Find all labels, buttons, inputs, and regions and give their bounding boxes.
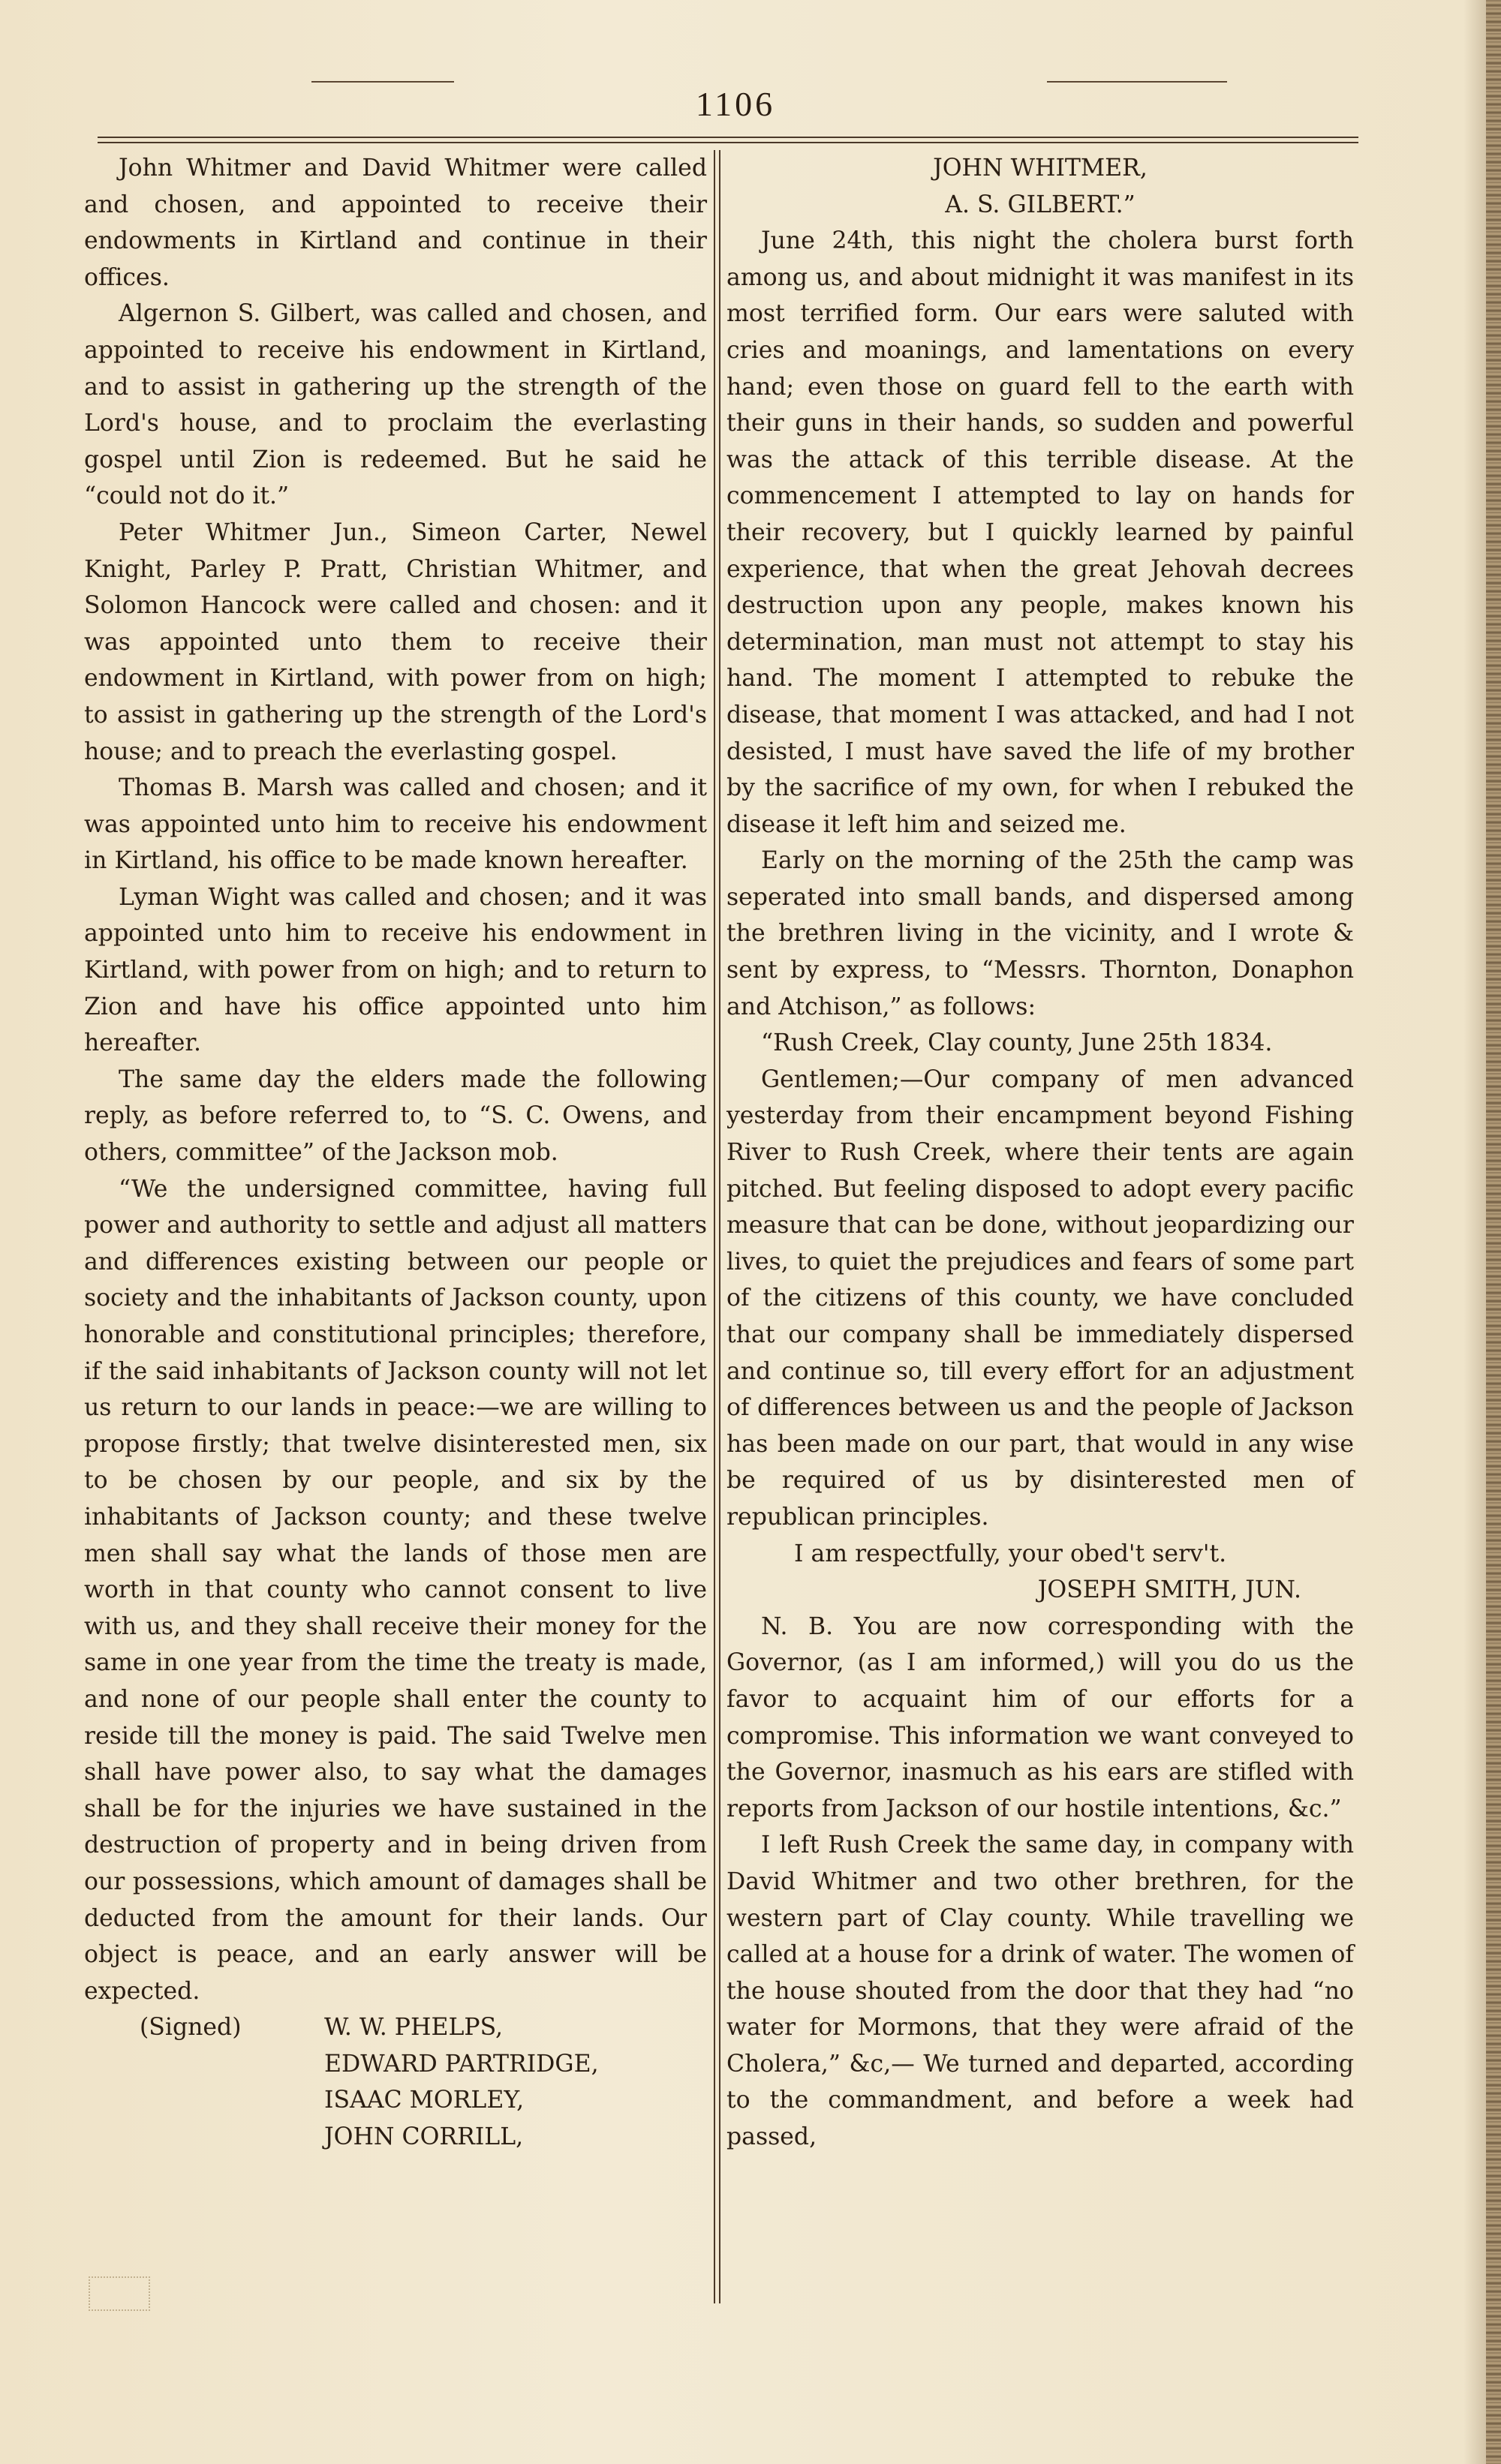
paragraph: Peter Whitmer Jun., Simeon Carter, Newel Knight, Parley P. Pratt, Christian Whitmer, and Solomon Hancock were called and chosen: and it was appointed unto them to receive their endowment in Kirtland, with power from on high; to assist in gathering up the strength of the Lord's house; and to preach the everlasting gospel. — [84, 518, 707, 765]
paragraph: Lyman Wight was called and chosen; and it was appointed unto him to receive his endowment in Kirtland, with power from on high; and to return to Zion and have his office appointed unto him hereafter. — [84, 883, 707, 1057]
paragraph: N. B. You are now corresponding with the Governor, (as I am informed,) will you do us the favor to acquaint him of our efforts for a compromise. This information we want conveyed to the Governor, inasmuch as his ears are stifled with reports from Jackson of our hostile intentions, &c.” — [726, 1612, 1354, 1822]
left-column — [84, 150, 707, 2156]
signer-name: ISAAC MORLEY, — [324, 2087, 525, 2114]
header-rule-left — [311, 81, 454, 83]
signer-name: A. S. GILBERT.” — [945, 191, 1136, 218]
paragraph: Thomas B. Marsh was called and chosen; and it was appointed unto him to receive his endowment in Kirtland, his office to be made known hereafter. — [84, 774, 707, 875]
library-stamp — [89, 2276, 150, 2311]
paragraph: Early on the morning of the 25th the camp was seperated into small bands, and dispersed among the brethren living in the vicinity, and I wrote & sent by express, to “Messrs. Thornton, Donaphon and Atchison,” as follows: — [726, 847, 1354, 1020]
book-edge — [1486, 0, 1501, 2464]
letter-dateline: “Rush Creek, Clay county, June 25th 1834. — [761, 1029, 1273, 1057]
paragraph: I left Rush Creek the same day, in company with David Whitmer and two other brethren, for the western part of Clay county. While travelling we called at a house for a drink of water. The women of the house shouted from the door that they had “no water for Mormons, that they were afraid of the Cholera,” &c,— We turned and departed, according to the commandment, and before a week had passed, — [726, 1831, 1354, 2151]
header-rule-right — [1047, 81, 1227, 83]
paragraph: Algernon S. Gilbert, was called and chosen, and appointed to receive his endowment in Kirtland, and to assist in gathering up the strength of the Lord's house, and to proclaim the everlasting gospel until Zion is redeemed. But he said he “could not do it.” — [84, 300, 707, 510]
paragraph: John Whitmer and David Whitmer were called and chosen, and appointed to receive their endowments in Kirtland and continue in their offices. — [84, 155, 707, 291]
signer-name: JOHN WHITMER, — [933, 155, 1148, 182]
paragraph: “We the undersigned committee, having full power and authority to settle and adjust all matters and differences existing between our people or society and the inhabitants of Jackson county, upon honorable and constitutional principles; therefore, if the said inhabitants of Jackson county will not let us return to our lands in peace:—we are willing to propose firstly; that twelve disinterested men, six to be chosen by our people, and six by the inhabitants of Jackson county; and these twelve men shall say what the lands of those men are worth in that county who cannot consent to live with us, and they shall receive their money for the same in one year from the time the treaty is made, and none of our people shall enter the county to reside till the money is paid. The said Twelve men shall have power also, to say what the damages shall be for the injuries we have sustained in the destruction of property and in being driven from our possessions, which amount of damages shall be deducted from the amount for their lands. Our object is peace, and an early answer will be expected. — [84, 1175, 707, 2005]
signer-name: W. W. PHELPS, — [324, 2014, 504, 2042]
signer-name: JOHN CORRILL, — [324, 2123, 524, 2151]
signature-block — [84, 2009, 707, 2046]
letter-signature: JOSEPH SMITH, JUN. — [1037, 1576, 1301, 1604]
letter-closing: I am respectfully, your obed't serv't. — [794, 1540, 1227, 1567]
column-divider — [714, 150, 720, 2303]
signer-name: EDWARD PARTRIDGE, — [324, 2050, 599, 2078]
header-rule — [98, 137, 1358, 143]
page-edge-shadow — [1463, 0, 1486, 2464]
paragraph: June 24th, this night the cholera burst forth among us, and about midnight it was manifest in its most terrified form. Our ears were saluted with cries and moanings, and lamentations on every hand; even those on guard fell to the earth with their guns in their hands, so sudden and powerful was the attack of this terrible disease. At the commencement I attempted to lay on hands for their recovery, but I quickly learned by painful experience, that when the great Jehovah decrees destruction upon any people, makes known his determination, man must not attempt to stay his hand. The moment I attempted to rebuke the disease, that moment I was attacked, and had I not desisted, I must have saved the life of my brother by the sacrifice of my own, for when I rebuked the disease it left him and seized me. — [726, 227, 1354, 838]
paragraph: The same day the elders made the following reply, as before referred to, to “S. C. Owens, and others, committee” of the Jackson mob. — [84, 1065, 707, 1167]
paragraph: Gentlemen;—Our company of men advanced yesterday from their encampment beyond Fishing River to Rush Creek, where their tents are again pitched. But feeling disposed to adopt every pacific measure that can be done, without jeopardizing our lives, to quiet the prejudices and fears of some part of the citizens of this county, we have concluded that our company shall be immediately dispersed and continue so, till every effort for an adjustment of differences between us and the people of Jackson has been made on our part, that would in any wise be required of us by disinterested men of republican principles. — [726, 1065, 1354, 1531]
page-number: 1106 — [695, 85, 776, 123]
signer-list — [324, 2046, 707, 2156]
right-column — [726, 150, 1354, 2156]
signed-label: (Signed) — [140, 2014, 242, 2042]
